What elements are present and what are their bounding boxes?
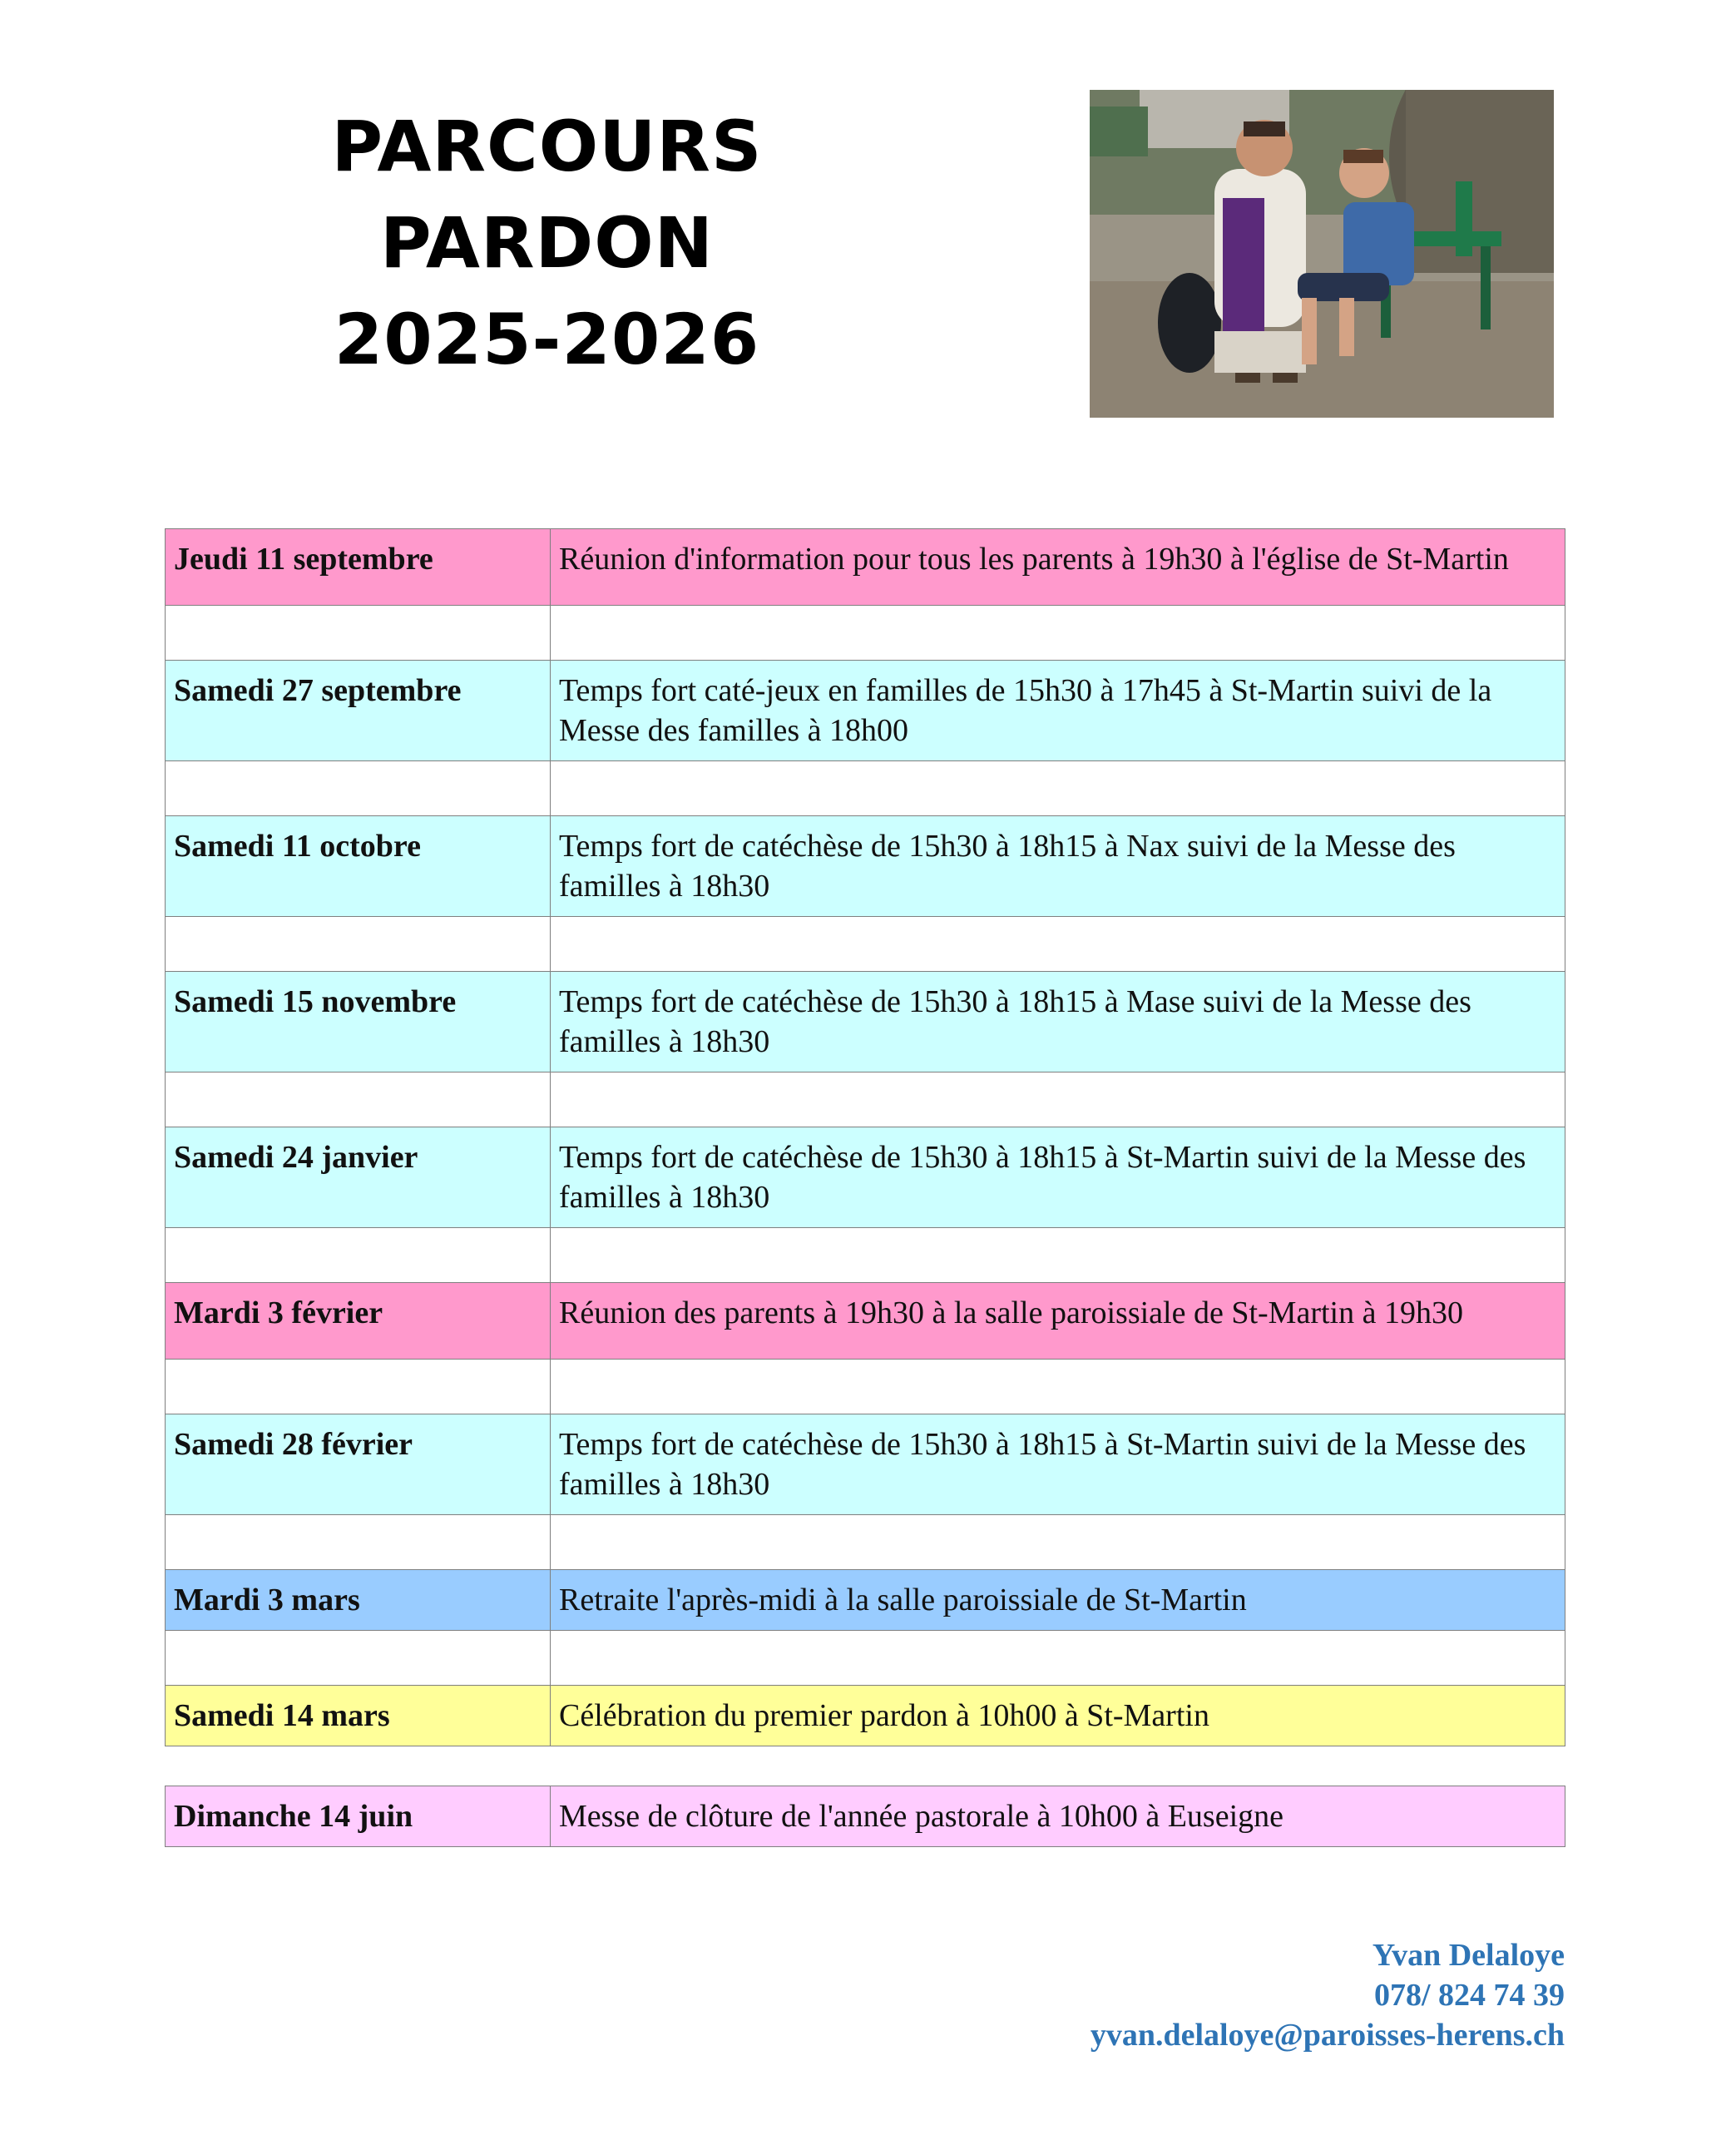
spacer-row <box>166 1515 1565 1570</box>
event-description: Temps fort de catéchèse de 15h30 à 18h15 à St-Martin suivi de la Messe des familles à 18h30 <box>551 1414 1565 1515</box>
event-date: Samedi 15 novembre <box>166 972 551 1072</box>
spacer-row <box>166 1631 1565 1686</box>
event-date: Samedi 11 octobre <box>166 816 551 917</box>
table-row <box>166 1786 1565 1847</box>
table-row <box>166 1127 1565 1228</box>
spacer-row <box>166 761 1565 816</box>
event-description: Temps fort de catéchèse de 15h30 à 18h15 à Mase suivi de la Messe des familles à 18h30 <box>551 972 1565 1072</box>
table-row <box>166 1283 1565 1360</box>
photo-priest-and-child-on-bench <box>1090 90 1554 418</box>
event-date: Samedi 14 mars <box>166 1686 551 1746</box>
spacer-row <box>166 917 1565 972</box>
event-description: Réunion des parents à 19h30 à la salle paroissiale de St-Martin à 19h30 <box>551 1283 1565 1360</box>
spacer-row <box>166 1072 1565 1127</box>
event-date: Jeudi 11 septembre <box>166 529 551 606</box>
event-description: Messe de clôture de l'année pastorale à 10h00 à Euseigne <box>551 1786 1565 1847</box>
event-description: Retraite l'après-midi à la salle paroissiale de St-Martin <box>551 1570 1565 1631</box>
event-date: Samedi 28 février <box>166 1414 551 1515</box>
table-row <box>166 661 1565 761</box>
event-description: Réunion d'information pour tous les parents à 19h30 à l'église de St-Martin <box>551 529 1565 606</box>
event-description: Temps fort caté-jeux en familles de 15h30 à 17h45 à St-Martin suivi de la Messe des familles à 18h00 <box>551 661 1565 761</box>
contact-phone: 078/ 824 74 39 <box>1373 1978 1565 2013</box>
table-row <box>166 1686 1565 1746</box>
table-row <box>166 1570 1565 1631</box>
page-title <box>154 98 940 388</box>
event-date: Mardi 3 mars <box>166 1570 551 1631</box>
table-row <box>166 972 1565 1072</box>
event-description: Temps fort de catéchèse de 15h30 à 18h15 à St-Martin suivi de la Messe des familles à 18h30 <box>551 1127 1565 1228</box>
contact-email: yvan.delaloye@paroisses-herens.ch <box>1090 2018 1565 2053</box>
event-description: Temps fort de catéchèse de 15h30 à 18h15 à Nax suivi de la Messe des familles à 18h30 <box>551 816 1565 917</box>
title-line-1: PARCOURS PARDON <box>331 106 763 284</box>
contact-block <box>1091 1935 1565 2055</box>
event-date: Mardi 3 février <box>166 1283 551 1360</box>
table-row <box>166 529 1565 606</box>
schedule-table <box>165 528 1565 1847</box>
title-line-2: 2025-2026 <box>334 299 760 380</box>
event-description: Célébration du premier pardon à 10h00 à St-Martin <box>551 1686 1565 1746</box>
contact-name: Yvan Delaloye <box>1372 1938 1565 1973</box>
event-date: Dimanche 14 juin <box>166 1786 551 1847</box>
event-date: Samedi 27 septembre <box>166 661 551 761</box>
event-date: Samedi 24 janvier <box>166 1127 551 1228</box>
table-row <box>166 1414 1565 1515</box>
spacer-row <box>166 606 1565 661</box>
spacer-row <box>166 1746 1565 1786</box>
spacer-row <box>166 1360 1565 1414</box>
spacer-row <box>166 1228 1565 1283</box>
table-row <box>166 816 1565 917</box>
